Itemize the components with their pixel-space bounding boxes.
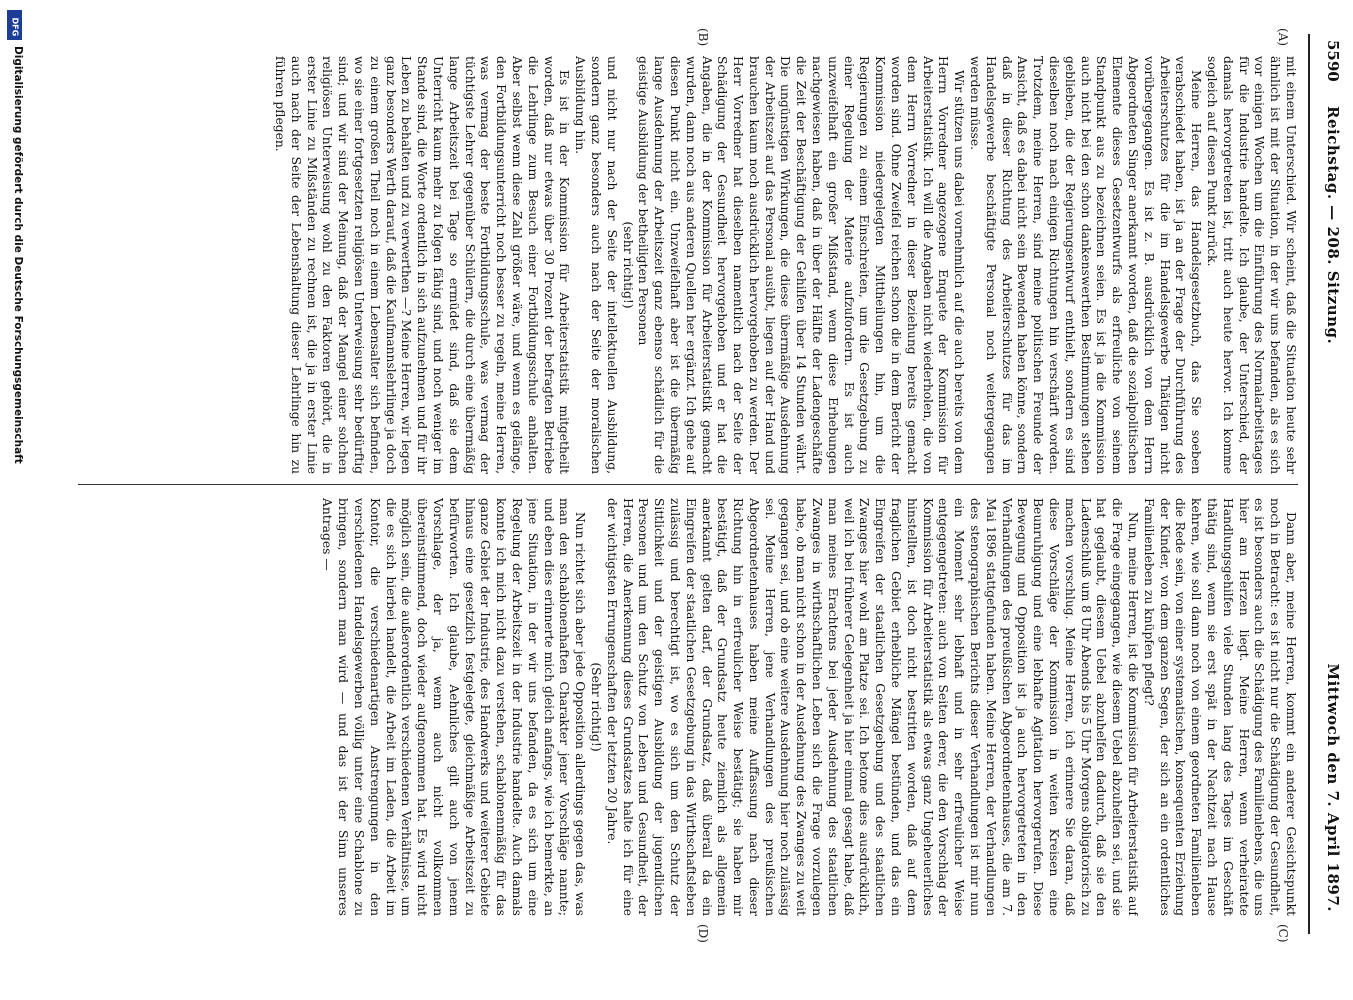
interjection: (Sehr richtig!) <box>588 662 603 752</box>
header-rule <box>1308 34 1310 934</box>
right-column <box>78 498 1298 916</box>
page-header <box>1316 26 1350 946</box>
dfg-logo-text: DFG <box>10 17 20 37</box>
paragraph: Dann aber, meine Herren, kommt ein anderer Gesichtspunkt noch in Betracht: es ist nicht nur die Schädigung der Gesundheit, es ist besonders auch die Schädigung des Familienlebens, die uns hier am Herzen liegt. Meine Herren, wenn verheiratete Handlungsgehilfen viele Stunden lang des Tages im Geschäft thätig sind, wenn sie erst spät in der Nachtzeit nach Hause kehren, wie soll dann noch von einem geordneten Familienleben die Rede sein, von einer systematischen, konsequenten Erziehung der Kinder, von dem ganzen Segen, der sich an ein ordentliches Familienleben zu knüpfen pflegt? <box>1141 498 1298 916</box>
paragraph: mit einem Unterschied. Wir scheint, daß die Situation heute sehr ähnlich ist mit der Situation, in der wir uns befanden, als es sich vor einigen Wochen um die Einführung des Normalarbeitstages für die Industrie handelte. Ich glaube, der Unterschied, der damals hervorgetreten ist, tritt auch heute hervor. Ich komme sogleich auf diesen Punkt zurück. <box>1205 56 1298 474</box>
page-number: 5590 <box>1324 40 1342 82</box>
paragraph: Nun, meine Herren, ist die Kommission für Arbeiterstatistik auf die Frage eingegangen, wie diesem Uebel abzuhelfen sei, und sie hat geglaubt, diesem Uebel abzuhelfen dadurch, daß sie den Ladenschluß um 8 Uhr Abends bis 5 Uhr Morgens obligatorisch zu machen vorschlug. Meine Herren, ich erinnere Sie daran, daß diese Vorschläge der Kommission in weiten Kreisen eine Beunruhigung und eine lebhafte Agitation hervorgerufen. Diese Bewegung und Opposition ist ja auch hervorgetreten in den Verhandlungen des preußischen Abgeordnetenhauses, die am 7. Mai 1896 stattgefunden haben. Meine Herren, der Verhandlungen des stenographischen Berichts dieser Verhandlungen ist mir nun ein Moment sehr lebhaft und in sehr erfreulicher Weise entgegengetreten: auch von Seiten derer, die den Vorschlag der Kommission für Arbeiterstatistik als etwas ganz Ungeheuerliches hinstellten, ist doch nicht bestritten worden, daß auf dem fraglichen Gebiet erhebliche Mängel bestünden, und das ein Eingreifen der staatlichen Gesetzgebung und des staatlichen Zwanges hier wohl am Platze sei. Ich betone dies ausdrücklich, weil ich bei früherer Gelegenheit ja hier einmal gesagt habe, daß man meines Erachtens bei jeder Ausdehnung des staatlichen Zwanges in wirthschaftlichen Leben sich die Frage vorzulegen habe, ob man nicht schon in der Ausdehnung des Zwanges zu weit gegangen sei, und ob eine weitere Ausdehnung hier noch zulässig sei. Meine Herren, jene Verhandlungen des preußischen Abgeordnetenhauses haben meine Auffassung nach dieser Richtung hin in erfreulicher Weise bestätigt; sie haben mir bestätigt, daß der Grundsatz heute ziemlich als allgemein anerkannt gelten darf, der Grundsatz, daß überall da ein Eingreifen der staatlichen Gesetzgebung in das Wirthschaftsleben zulässig und berechtigt ist, wo es sich um den Schutz der Sittlichkeit und der geistigen Ausbildung der jugendlichen Personen und um den Schutz von Leben und Gesundheit, der Herren, die Anerkennung dieses Grundsatzes halte ich für eine der wichtigsten Errungenschaften der letzten 20 Jahre. <box>604 498 1141 916</box>
column-divider <box>78 484 1298 485</box>
paragraph: Wir stützen uns dabei vornehmlich auf die auch bereits von dem Herrn Vorredner angezogene Enquete der Kommission für Arbeiterstatistik. Ich will die Angaben nicht wiederholen, die von dem Herrn Vorredner in dieser Beziehung bereits gemacht worden sind. Ohne Zweifel reichen schon die in dem Bericht der Kommission niedergelegten Mittheilungen hin, um die Regierungen zu einem Einschreiten, um die Gesetzgebung zu einer Regelung der Materie aufzufordern. Es ist auch unzweifelhaft ein großer Mißstand, wenn diese Erhebungen nachgewiesen haben, daß in über der Hälfte der Ladengeschäfte die Zeit der Beschäftigung der Gehilfen über 14 Stunden währt. Die ungünstigen Wirkungen, die diese übermäßige Ausdehnung der Arbeitszeit auf das Personal ausübt, liegen auf der Hand und brauchen kaum noch ausdrücklich hervorgehoben zu werden. Der Herr Vorredner hat dieselben namentlich nach der Seite der Schädigung der Gesundheit hervorgehoben und er hat die Angaben, die in der Kommission für Arbeiterstatistik gemacht wurden, dann noch aus anderen Quellen her ergänzt. Ich gehe auf diesen Punkt nicht ein. Unzweifelhaft aber ist die übermäßig lange Ausdehnung der Arbeitszeit ganz ebenso schädlich für die geistige Ausbildung der betheiligten Personen <box>636 56 967 474</box>
paragraph: Meine Herren, das Handelsgesetzbuch, das Sie soeben verabschiedet haben, ist ja an der Frage der Durchführung des Arbeiterschutzes für die im Handelsgewerbe Thätigen nicht vorübergegangen. Es ist z. B. ausdrücklich von dem Herrn Abgeordneten Singer anerkannt worden, daß die sozialpolitischen Elemente dieses Gesetzentwurfs als erfreuliche von seinem Standpunkt aus zu bezeichnen seien. Es ist ja die Kommission auch nicht bei den schon dankenswerthen Bestimmungen stehen geblieben, die der Regierungsentwurf enthielt, sondern es sind dieselben noch nach einigen Richtungen hin verschärft worden. Trotzdem, meine Herren, sind meine politischen Freunde der Ansicht, daß es dabei nicht sein Bewenden haben könne, sondern daß in dieser Richtung des Arbeiterschutzes für das im Handelsgewerbe beschäftigte Personal noch weitergegangen werden müsse. <box>968 56 1204 474</box>
scanned-page <box>60 26 1350 946</box>
margin-marker-a: (A) <box>1276 28 1290 47</box>
session-date: Mittwoch den 7. April 1897. <box>1324 663 1342 912</box>
margin-marker-d: (D) <box>696 924 710 943</box>
left-column <box>78 56 1298 474</box>
paragraph: und nicht nur nach der Seite der intellektuellen Ausbildung, sondern ganz besonders auch nach der Seite der moralischen Ausbildung hin. <box>573 56 619 474</box>
margin-marker-b: (B) <box>696 28 710 47</box>
margin-marker-c: (C) <box>1276 924 1290 943</box>
funding-notice <box>6 8 24 992</box>
interjection: (sehr richtig!) <box>620 221 635 309</box>
paragraph: Es ist in der Kommission für Arbeiterstatistik mitgetheilt worden, daß nur etwas über 30 Prozent der befragten Betriebe die Lehrlinge zum Besuch einer Fortbildungsschule anhalten. Aber selbst wenn diese Zahl größer wäre, und wenn es gelänge, den Fortbildungsunterricht noch besser zu regeln, meine Herren, was vermag der beste Fortbildungsschule, was vermag der tüchtigste Lehrer gegenüber Schülern, die durch eine übermäßig lange Arbeitszeit bei Tage so ermüdet sind, daß sie dem Unterricht kaum mehr zu folgen fähig sind, und noch weniger im Stande sind, die Worte ordentlich in sich aufzunehmen und für ihr Leben zu behalten und zu verwerthen —? Meine Herren, wir legen ganz besonders Werth darauf, daß die Kaufmannslehrlinge ja doch zu einem großen Theil noch in einem Lebensalter sich befinden, wo sie einer fortgesetzten religiösen Unterweisung sehr bedürftig sind; und wir sind der Meinung, daß der Mangel einer solchen religiösen Unterweisung wohl zu den Faktoren gehört, die in erster Linie zu Mißständen zu rechnen ist, die ja in erster Linie auch nach der Seite der Lebenshaltung dieser Lehrlinge hin zu führen pflegen. <box>273 56 572 474</box>
funding-text: Digitalisierung gefördert durch die Deutsche Forschungsgemeinschaft <box>12 46 24 464</box>
session-title: Reichstag. — 208. Sitzung. <box>1324 106 1342 345</box>
dfg-logo <box>7 10 22 40</box>
paragraph: Nun richtet sich aber jede Opposition allerdings gegen das, was man den schablonenhaften Charakter jener Vorschläge nannte; und eben dies erinnerte mich gleich anfangs, wie ich bemerkte, an jene Situation, in der wir uns befanden, da es sich um eine Regelung der Arbeitszeit in der Industrie handelte. Auch damals konnte ich mich nicht dazu verstehen, schablonenmäßig für das ganze Gebiet der Industrie, des Handwerks und weiterer Gebiete hinaus eine gesetzlich festgelegte, gleichmäßige Arbeitszeit zu befürworten. Ich glaube, Aehnliches gilt auch von jenem Vorschlage, der ja, wenn auch nicht vollkommen übereinstimmend, doch wieder aufgenommen hat. Es wird nicht möglich sein, die außerordentlich verschiedenen Verhältnisse, um die es sich hierbei handelt, die Arbeit im Laden, die Arbeit im Kontoir, die verschiedenartigen Anstrengungen in den verschiedenen Handelsgewerben völlig unter eine Schablone zu bringen, sondern man wird — und das ist der Sinn unseres Antrages — <box>320 498 588 916</box>
